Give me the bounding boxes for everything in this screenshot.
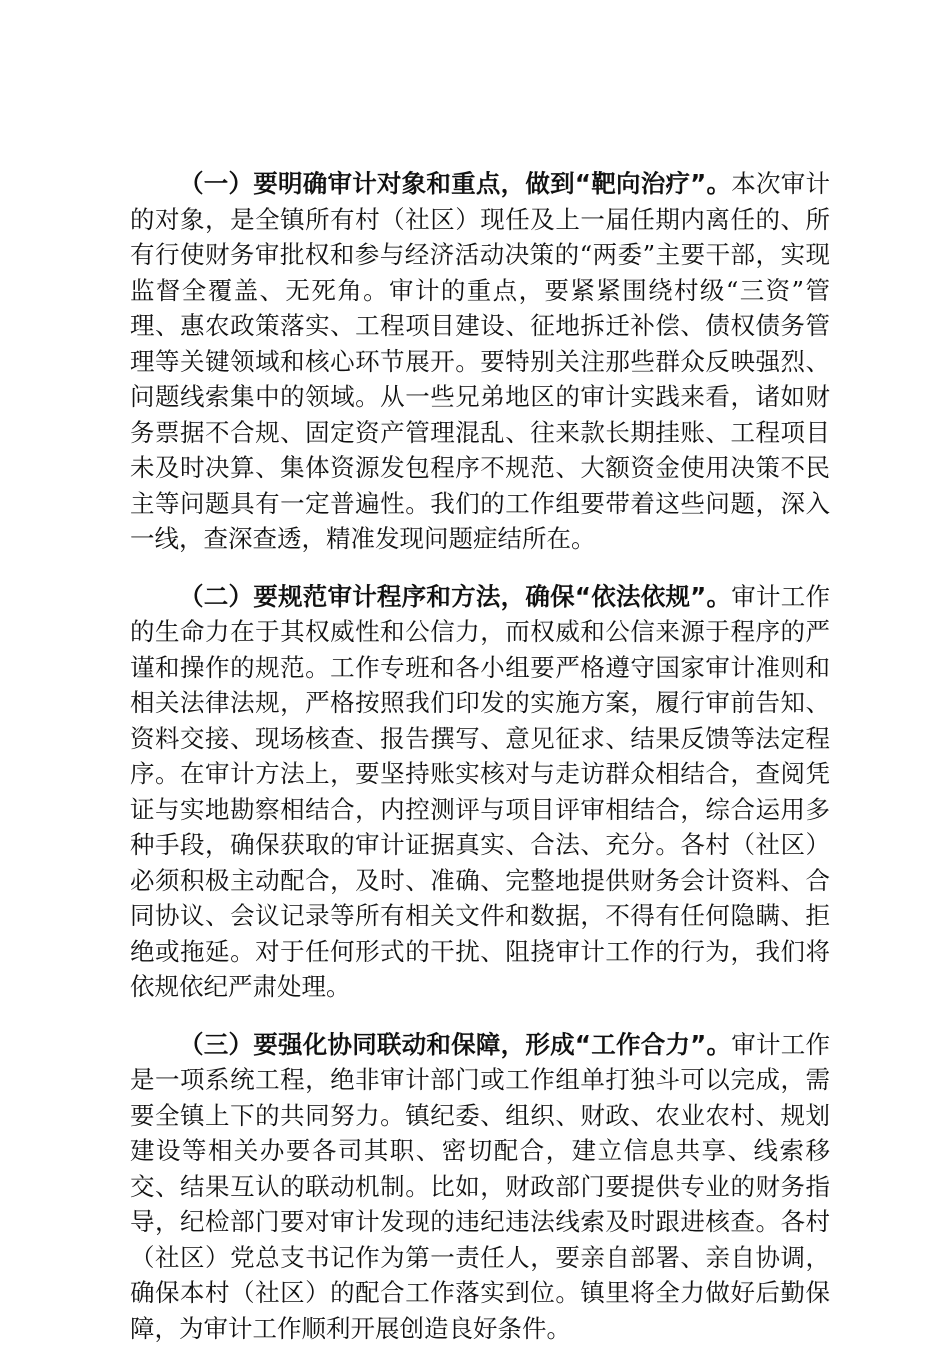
document-body: [130, 166, 830, 1368]
section-2-heading: （二）要规范审计程序和方法，确保“依法依规”。: [179, 581, 732, 611]
section-3-text: 审计工作是一项系统工程，绝非审计部门或工作组单打独斗可以完成，需要全镇上下的共同努力。镇纪委、组织、财政、农业农村、规划建设等相关办要各司其职、密切配合，建立信息共享、线索移交、结果互认的联动机制。比如，财政部门要提供专业的财务指导，纪检部门要对审计发现的违纪违法线索及时跟进核查。各村（社区）党总支书记作为第一责任人，要亲自部署、亲自协调，确保本村（社区）的配合工作落实到位。镇里将全力做好后勤保障，为审计工作顺利开展创造良好条件。: [130, 1029, 831, 1343]
section-3-paragraph: [130, 1027, 830, 1347]
section-1-text: 本次审计的对象，是全镇所有村（社区）现任及上一届任期内离任的、所有行使财务审批权和参与经济活动决策的“两委”主要干部，实现监督全覆盖、无死角。审计的重点，要紧紧围绕村级“三资”管理、惠农政策落实、工程项目建设、征地拆迁补偿、债权债务管理等关键领域和核心环节展开。要特别关注那些群众反映强烈、问题线索集中的领域。从一些兄弟地区的审计实践来看，诸如财务票据不合规、固定资产管理混乱、往来款长期挂账、工程项目未及时决算、集体资源发包程序不规范、大额资金使用决策不民主等问题具有一定普遍性。我们的工作组要带着这些问题，深入一线，查深查透，精准发现问题症结所在。: [130, 169, 831, 553]
section-2-paragraph: [130, 579, 830, 1005]
section-1-paragraph: [130, 166, 830, 557]
section-3-heading: （三）要强化协同联动和保障，形成“工作合力”。: [179, 1029, 732, 1059]
section-2-text: 审计工作的生命力在于其权威性和公信力，而权威和公信来源于程序的严谨和操作的规范。工作专班和各小组要严格遵守国家审计准则和相关法律法规，严格按照我们印发的实施方案，履行审前告知、资料交接、现场核查、报告撰写、意见征求、结果反馈等法定程序。在审计方法上，要坚持账实核对与走访群众相结合，查阅凭证与实地勘察相结合，内控测评与项目评审相结合，综合运用多种手段，确保获取的审计证据真实、合法、充分。各村（社区）必须积极主动配合，及时、准确、完整地提供财务会计资料、合同协议、会议记录等所有相关文件和数据，不得有任何隐瞒、拒绝或拖延。对于任何形式的干扰、阻挠审计工作的行为，我们将依规依纪严肃处理。: [130, 581, 831, 1001]
section-1-heading: （一）要明确审计对象和重点，做到“靶向治疗”。: [179, 169, 732, 198]
